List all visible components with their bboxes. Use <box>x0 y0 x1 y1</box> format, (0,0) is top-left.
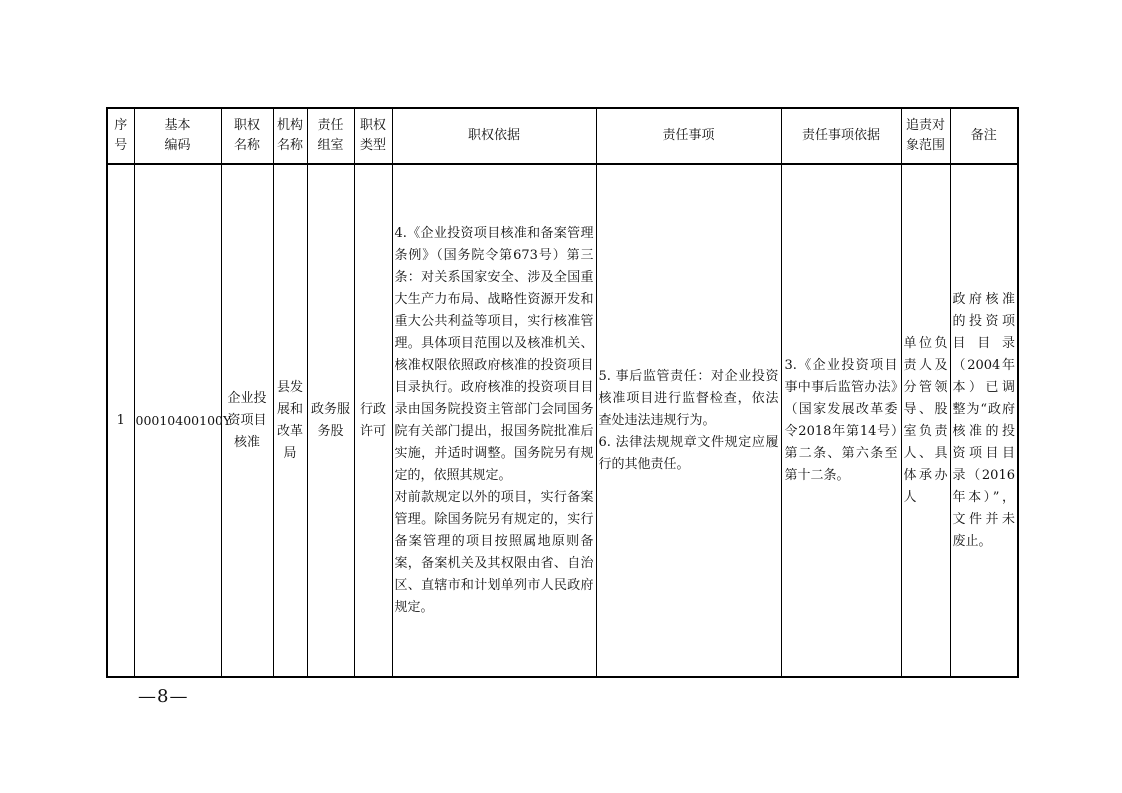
cell-agency: 县发 展和 改革 局 <box>273 164 307 677</box>
header-row <box>107 108 1018 164</box>
header-power-name: 职权 名称 <box>221 108 273 164</box>
table-row <box>107 164 1018 677</box>
page-number: —8— <box>138 686 189 707</box>
cell-office: 政务服 务股 <box>307 164 354 677</box>
duty-table <box>106 107 1019 678</box>
duty-item: 6. 法律法规规章文件规定应履行的其他责任。 <box>598 434 779 472</box>
header-power-type: 职权 类型 <box>354 108 392 164</box>
header-remarks: 备注 <box>950 108 1018 164</box>
cell-basis <box>392 164 596 677</box>
cell-duties <box>596 164 781 677</box>
cell-code: 00010400100Y <box>134 164 221 677</box>
cell-accountability: 单位负责人及分管领导、股室负责人、具体承办人 <box>901 164 950 677</box>
basis-paragraph: 4.《企业投资项目核准和备案管理条例》（国务院令第673号）第三条：对关系国家安全、涉及全国重大生产力布局、战略性资源开发和重大公共利益等项目，实行核准管理。具体项目范围以及核准机关、核准权限依照政府核准的投资项目目录执行。政府核准的投资项目目录由国务院投资主管部门会同国务院有关部门提出，报国务院批准后实施，并适时调整。国务院另有规定的，依照其规定。 <box>394 225 594 483</box>
header-office: 责任 组室 <box>307 108 354 164</box>
cell-remarks: 政府核准的投资项目目录（2004年本）已调整为“政府核准的投资项目目录（2016年本）”，文件并未废止。 <box>950 164 1018 677</box>
basis-paragraph: 对前款规定以外的项目，实行备案管理。除国务院另有规定的，实行备案管理的项目按照属地原则备案，备案机关及其权限由省、自治区、直辖市和计划单列市人民政府规定。 <box>394 489 594 615</box>
cell-power-type: 行政 许可 <box>354 164 392 677</box>
cell-duty-basis: 3.《企业投资项目事中事后监管办法》（国家发展改革委令2018年第14号）第二条、第六条至第十二条。 <box>781 164 901 677</box>
header-duty-basis: 责任事项依据 <box>781 108 901 164</box>
cell-power-name: 企业投 资项目 核准 <box>221 164 273 677</box>
header-duties: 责任事项 <box>596 108 781 164</box>
header-index: 序 号 <box>107 108 134 164</box>
cell-index: 1 <box>107 164 134 677</box>
header-accountability: 追责对 象范围 <box>901 108 950 164</box>
header-code: 基本 编码 <box>134 108 221 164</box>
header-agency: 机构 名称 <box>273 108 307 164</box>
duty-item: 5. 事后监管责任：对企业投资核准项目进行监督检查，依法查处违法违规行为。 <box>598 368 779 428</box>
header-basis: 职权依据 <box>392 108 596 164</box>
